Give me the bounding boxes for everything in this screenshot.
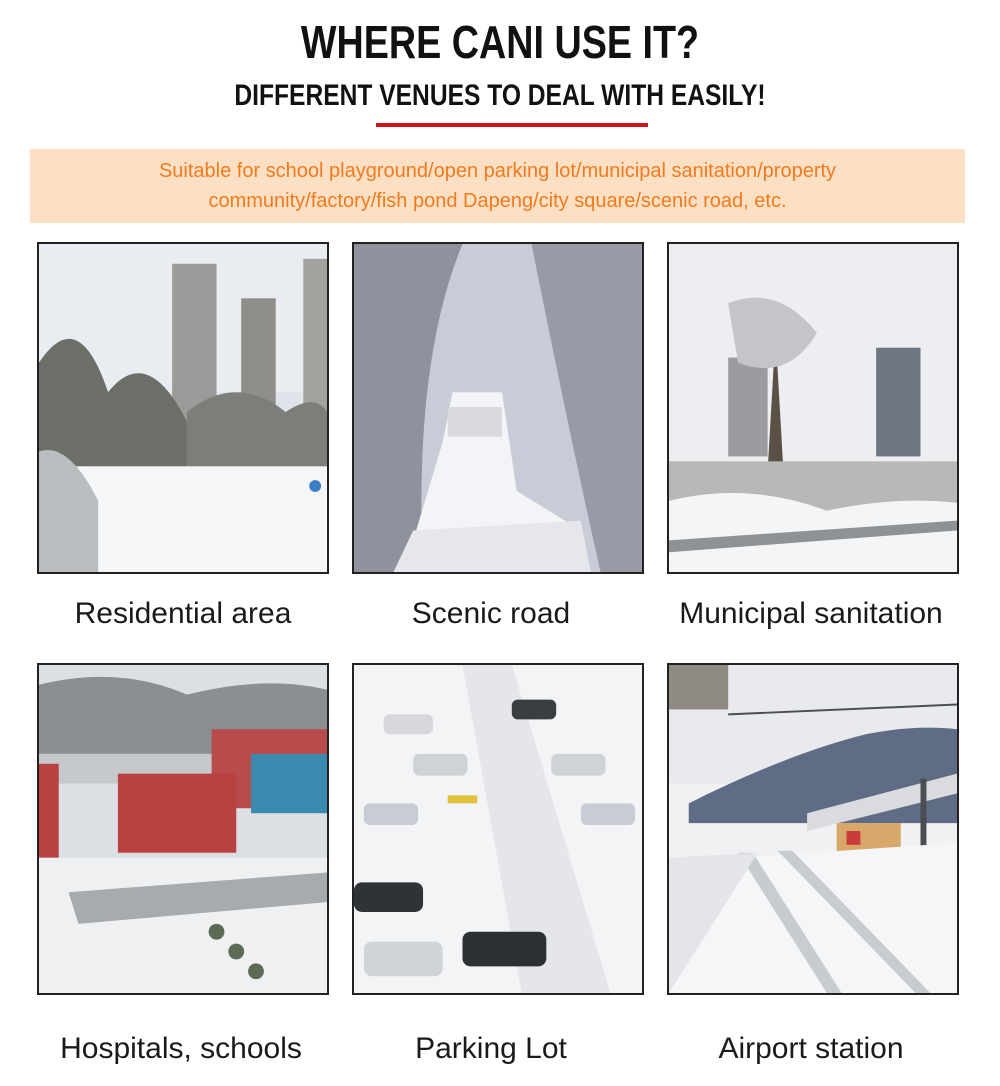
photo-airport-station	[667, 663, 959, 995]
caption-residential-area: Residential area	[74, 597, 292, 630]
usage-banner	[30, 149, 965, 223]
caption-hospitals-schools: Hospitals, schools	[60, 1032, 302, 1065]
photo-hospitals-schools	[37, 663, 329, 995]
photo-parking-lot	[352, 663, 644, 995]
caption-parking-lot: Parking Lot	[415, 1032, 567, 1065]
page-subtitle: DIFFERENT VENUES TO DEAL WITH EASILY!	[234, 79, 766, 112]
caption-scenic-road: Scenic road	[411, 597, 571, 630]
photo-residential-area	[37, 242, 329, 574]
usage-banner-text: Suitable for school playground/open parking lot/municipal sanitation/property community/factory/fish pond Dapeng/city square/scenic road, etc.	[158, 160, 837, 212]
page-title: WHERE CANI USE IT?	[300, 16, 700, 68]
photo-scenic-road	[352, 242, 644, 574]
title-underline	[376, 123, 648, 127]
caption-airport-station: Airport station	[718, 1032, 904, 1065]
photo-municipal-sanitation	[667, 242, 959, 574]
caption-municipal-sanitation: Municipal sanitation	[679, 597, 943, 630]
